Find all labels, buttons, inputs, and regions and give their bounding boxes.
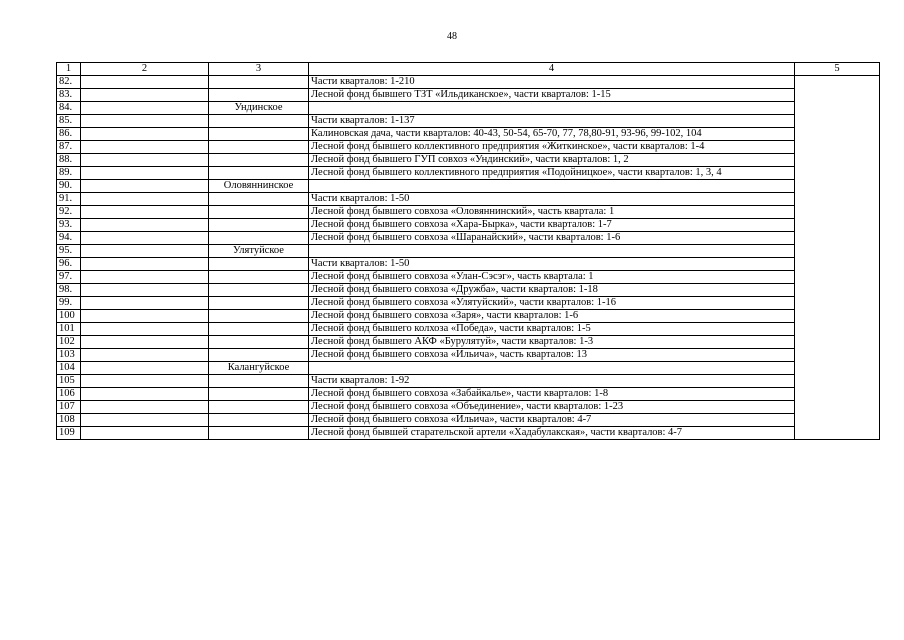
district-name: [209, 284, 309, 297]
table-row: [57, 427, 880, 440]
table-row: [57, 414, 880, 427]
row-number: 91.: [57, 193, 81, 206]
district-name: [209, 128, 309, 141]
page-number: 48: [447, 31, 457, 42]
forest-description: Части кварталов: 1-50: [309, 193, 795, 206]
header-col-2: 2: [81, 63, 209, 76]
forest-description: Лесной фонд бывшего ГУП совхоз «Ундинский», части кварталов: 1, 2: [309, 154, 795, 167]
empty-cell: [81, 219, 209, 232]
table-row: [57, 271, 880, 284]
table-row: [57, 180, 880, 193]
empty-cell: [81, 180, 209, 193]
empty-cell: [81, 310, 209, 323]
district-name: [209, 323, 309, 336]
header-col-3: 3: [209, 63, 309, 76]
forest-description: Лесной фонд бывшего совхоза «Ильича», часть кварталов: 13: [309, 349, 795, 362]
district-name: [209, 336, 309, 349]
district-name: [209, 427, 309, 440]
table-row: [57, 128, 880, 141]
district-name: [209, 193, 309, 206]
district-name: [209, 297, 309, 310]
table-row: [57, 89, 880, 102]
forest-description: Лесной фонд бывшего коллективного предприятия «Подойницкое», части кварталов: 1, 3, 4: [309, 167, 795, 180]
forest-description: Лесной фонд бывшего совхоза «Заря», части кварталов: 1-6: [309, 310, 795, 323]
row-number: 108: [57, 414, 81, 427]
empty-cell: [81, 89, 209, 102]
row-number: 107: [57, 401, 81, 414]
row-number: 100: [57, 310, 81, 323]
forest-description: Части кварталов: 1-210: [309, 76, 795, 89]
forest-description: Лесной фонд бывшего совхоза «Ильича», части кварталов: 4-7: [309, 414, 795, 427]
empty-cell: [81, 245, 209, 258]
table-row: [57, 76, 880, 89]
table-row: [57, 401, 880, 414]
table-row: [57, 349, 880, 362]
forest-description: Лесной фонд бывшего совхоза «Забайкалье», части кварталов: 1-8: [309, 388, 795, 401]
forest-description: Лесной фонд бывшего совхоза «Шаранайский», части кварталов: 1-6: [309, 232, 795, 245]
forest-description: Лесной фонд бывшей старательской артели «Хадабулакская», части кварталов: 4-7: [309, 427, 795, 440]
row-number: 109: [57, 427, 81, 440]
district-name: [209, 206, 309, 219]
row-number: 101: [57, 323, 81, 336]
table-row: [57, 323, 880, 336]
row-number: 82.: [57, 76, 81, 89]
table-row: [57, 167, 880, 180]
district-name: [209, 310, 309, 323]
district-name: [209, 414, 309, 427]
row-number: 95.: [57, 245, 81, 258]
row-number: 84.: [57, 102, 81, 115]
district-name: [209, 141, 309, 154]
table-body: [57, 76, 880, 440]
empty-cell: [81, 401, 209, 414]
header-col-4: 4: [309, 63, 795, 76]
table-row: [57, 310, 880, 323]
table-row: [57, 245, 880, 258]
row-number: 102: [57, 336, 81, 349]
forest-description: Лесной фонд бывшего ТЗТ «Ильдиканское», части кварталов: 1-15: [309, 89, 795, 102]
table-header-row: [57, 63, 880, 76]
table-row: [57, 154, 880, 167]
forest-description: Лесной фонд бывшего совхоза «Улятуйский», части кварталов: 1-16: [309, 297, 795, 310]
forest-description: Лесной фонд бывшего совхоза «Улан-Сэсэг», часть квартала: 1: [309, 271, 795, 284]
forest-description: Части кварталов: 1-50: [309, 258, 795, 271]
row-number: 83.: [57, 89, 81, 102]
row-number: 104: [57, 362, 81, 375]
table-row: [57, 102, 880, 115]
forest-description: Лесной фонд бывшего совхоза «Оловяннинский», часть квартала: 1: [309, 206, 795, 219]
table-row: [57, 297, 880, 310]
row-number: 97.: [57, 271, 81, 284]
forest-description: Лесной фонд бывшего совхоза «Хара-Бырка», части кварталов: 1-7: [309, 219, 795, 232]
forest-table: [56, 62, 880, 440]
empty-cell: [81, 193, 209, 206]
forest-description: Лесной фонд бывшего коллективного предприятия «Житкинское», части кварталов: 1-4: [309, 141, 795, 154]
row-number: 87.: [57, 141, 81, 154]
empty-cell: [81, 414, 209, 427]
empty-cell: [81, 258, 209, 271]
empty-cell: [81, 336, 209, 349]
forest-description: Лесной фонд бывшего колхоза «Победа», части кварталов: 1-5: [309, 323, 795, 336]
header-col-5: 5: [795, 63, 880, 76]
row-number: 96.: [57, 258, 81, 271]
table-row: [57, 219, 880, 232]
forest-description: [309, 245, 795, 258]
table-row: [57, 141, 880, 154]
district-name: [209, 258, 309, 271]
district-name: Улятуйское: [209, 245, 309, 258]
district-name: [209, 115, 309, 128]
row-number: 90.: [57, 180, 81, 193]
empty-cell: [81, 297, 209, 310]
district-name: [209, 219, 309, 232]
row-number: 94.: [57, 232, 81, 245]
empty-cell: [81, 76, 209, 89]
table-row: [57, 206, 880, 219]
empty-cell: [81, 154, 209, 167]
forest-description: Части кварталов: 1-92: [309, 375, 795, 388]
forest-description: Калиновская дача, части кварталов: 40-43, 50-54, 65-70, 77, 78,80-91, 93-96, 99-102, 104: [309, 128, 795, 141]
table-row: [57, 284, 880, 297]
forest-description: [309, 180, 795, 193]
row-number: 85.: [57, 115, 81, 128]
forest-description: Части кварталов: 1-137: [309, 115, 795, 128]
district-name: [209, 388, 309, 401]
notes-cell: [795, 76, 880, 440]
district-name: [209, 349, 309, 362]
empty-cell: [81, 141, 209, 154]
forest-description: Лесной фонд бывшего совхоза «Объединение», части кварталов: 1-23: [309, 401, 795, 414]
district-name: [209, 271, 309, 284]
row-number: 106: [57, 388, 81, 401]
district-name: [209, 76, 309, 89]
empty-cell: [81, 167, 209, 180]
forest-description: Лесной фонд бывшего совхоза «Дружба», части кварталов: 1-18: [309, 284, 795, 297]
empty-cell: [81, 284, 209, 297]
row-number: 103: [57, 349, 81, 362]
row-number: 93.: [57, 219, 81, 232]
district-name: [209, 375, 309, 388]
empty-cell: [81, 427, 209, 440]
table-row: [57, 336, 880, 349]
table-row: [57, 388, 880, 401]
header-col-1: 1: [57, 63, 81, 76]
table-row: [57, 362, 880, 375]
district-name: Калангуйское: [209, 362, 309, 375]
table-row: [57, 193, 880, 206]
forest-description: [309, 102, 795, 115]
table-row: [57, 375, 880, 388]
district-name: [209, 89, 309, 102]
empty-cell: [81, 206, 209, 219]
district-name: [209, 167, 309, 180]
district-name: Оловяннинское: [209, 180, 309, 193]
district-name: Ундинское: [209, 102, 309, 115]
empty-cell: [81, 102, 209, 115]
empty-cell: [81, 349, 209, 362]
empty-cell: [81, 271, 209, 284]
row-number: 99.: [57, 297, 81, 310]
empty-cell: [81, 323, 209, 336]
table-row: [57, 232, 880, 245]
empty-cell: [81, 388, 209, 401]
district-name: [209, 232, 309, 245]
forest-description: Лесной фонд бывшего АКФ «Бурулятуй», части кварталов: 1-3: [309, 336, 795, 349]
row-number: 105: [57, 375, 81, 388]
empty-cell: [81, 362, 209, 375]
table-row: [57, 258, 880, 271]
row-number: 98.: [57, 284, 81, 297]
row-number: 86.: [57, 128, 81, 141]
row-number: 92.: [57, 206, 81, 219]
district-name: [209, 154, 309, 167]
empty-cell: [81, 232, 209, 245]
district-name: [209, 401, 309, 414]
table-row: [57, 115, 880, 128]
forest-description: [309, 362, 795, 375]
empty-cell: [81, 115, 209, 128]
empty-cell: [81, 128, 209, 141]
row-number: 88.: [57, 154, 81, 167]
empty-cell: [81, 375, 209, 388]
row-number: 89.: [57, 167, 81, 180]
